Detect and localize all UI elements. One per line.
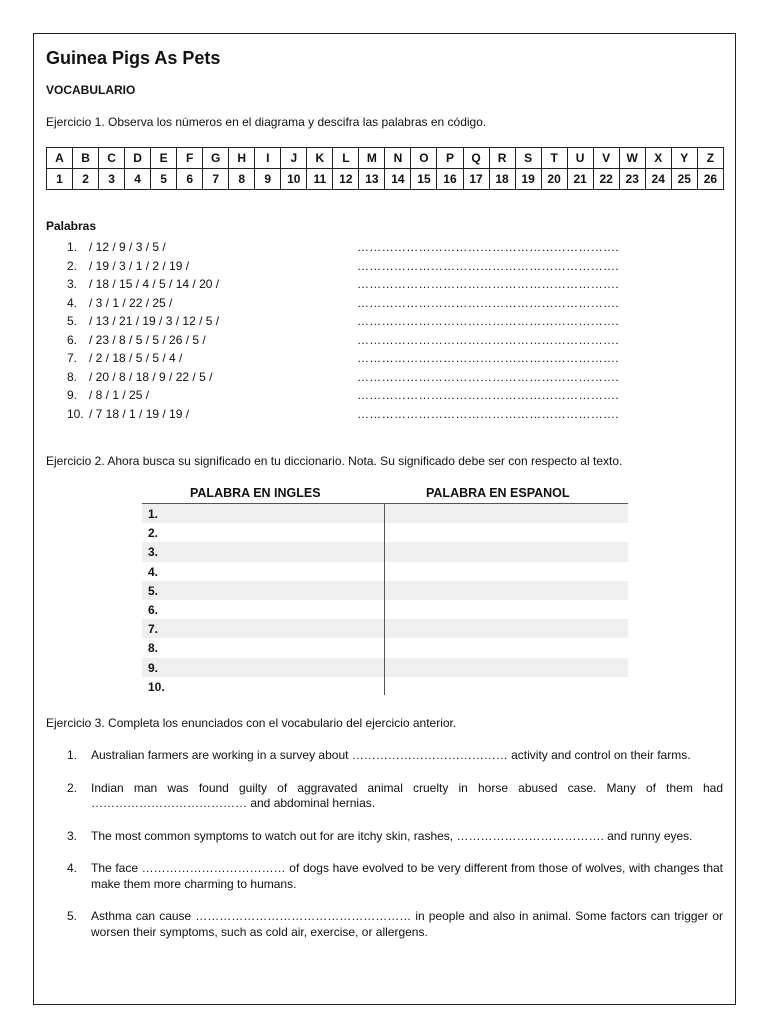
- row-number: 4.: [148, 564, 159, 579]
- item-number: 7.: [67, 351, 78, 365]
- cipher-letter-cell: W: [619, 148, 645, 169]
- row-number: 7.: [148, 622, 159, 637]
- section-heading: VOCABULARIO: [46, 83, 136, 97]
- cipher-letter-cell: H: [229, 148, 255, 169]
- coded-word: / 3 / 1 / 22 / 25 /: [89, 295, 173, 310]
- cipher-number-cell: 24: [645, 169, 671, 190]
- cipher-letter-cell: U: [567, 148, 593, 169]
- cipher-number-cell: 1: [47, 169, 73, 190]
- answer-blank[interactable]: ……………………………………………………….: [357, 406, 619, 421]
- cipher-number-cell: 16: [437, 169, 463, 190]
- cipher-letter-cell: K: [307, 148, 333, 169]
- cipher-letter-cell: I: [255, 148, 281, 169]
- fill-in-sentences-list: [67, 748, 723, 957]
- coded-words-list: [67, 240, 707, 425]
- coded-word: / 23 / 8 / 5 / 5 / 26 / 5 /: [89, 332, 206, 347]
- fill-in-sentence: [67, 829, 723, 845]
- column-header-spanish: PALABRA EN ESPANOL: [426, 486, 570, 500]
- cipher-table: [46, 147, 724, 190]
- coded-word: / 20 / 8 / 18 / 9 / 22 / 5 /: [89, 369, 213, 384]
- cipher-letter-cell: C: [99, 148, 125, 169]
- coded-word-item: [67, 240, 707, 259]
- cipher-number-cell: 10: [281, 169, 307, 190]
- coded-word-item: [67, 370, 707, 389]
- sentence-number: 5.: [67, 909, 78, 923]
- item-number: 5.: [67, 314, 78, 328]
- cipher-letter-cell: R: [489, 148, 515, 169]
- fill-in-sentence: [67, 748, 723, 764]
- cipher-letter-cell: F: [177, 148, 203, 169]
- item-number: 6.: [67, 332, 78, 347]
- sentence-number: 3.: [67, 828, 78, 843]
- cipher-number-cell: 21: [567, 169, 593, 190]
- coded-word: / 8 / 1 / 25 /: [89, 388, 150, 402]
- cipher-number-cell: 11: [307, 169, 333, 190]
- cipher-letter-cell: V: [593, 148, 619, 169]
- translation-table: [142, 485, 628, 696]
- translation-row[interactable]: [142, 504, 628, 523]
- cipher-number-cell: 18: [489, 169, 515, 190]
- cipher-number-cell: 4: [125, 169, 151, 190]
- cipher-number-cell: 12: [333, 169, 359, 190]
- translation-row[interactable]: [142, 523, 628, 542]
- answer-blank[interactable]: ……………………………………………………….: [357, 258, 619, 273]
- item-number: 9.: [67, 388, 78, 402]
- cipher-letters-row: [47, 148, 724, 169]
- cipher-number-cell: 14: [385, 169, 411, 190]
- cipher-number-cell: 9: [255, 169, 281, 190]
- item-number: 8.: [67, 369, 78, 384]
- fill-in-sentence: [67, 861, 723, 892]
- cipher-letter-cell: P: [437, 148, 463, 169]
- words-heading: Palabras: [46, 219, 97, 233]
- coded-word-item: [67, 296, 707, 315]
- translation-row[interactable]: [142, 677, 628, 696]
- cipher-letter-cell: J: [281, 148, 307, 169]
- coded-word: / 2 / 18 / 5 / 5 / 4 /: [89, 351, 183, 365]
- sentence-text: The most common symptoms to watch out for are itchy skin, rashes, ………………………………. and runny eyes.: [91, 828, 693, 843]
- cipher-number-cell: 19: [515, 169, 541, 190]
- cipher-letter-cell: B: [73, 148, 99, 169]
- cipher-letter-cell: M: [359, 148, 385, 169]
- coded-word: / 12 / 9 / 3 / 5 /: [89, 240, 166, 254]
- coded-word-item: [67, 259, 707, 278]
- cipher-letter-cell: S: [515, 148, 541, 169]
- cipher-numbers-row: [47, 169, 724, 190]
- row-number: 2.: [148, 526, 159, 541]
- cipher-number-cell: 5: [151, 169, 177, 190]
- cipher-letter-cell: Z: [697, 148, 723, 169]
- row-number: 10.: [148, 679, 165, 694]
- worksheet-page: [33, 33, 736, 1005]
- answer-blank[interactable]: ……………………………………………………….: [357, 277, 619, 291]
- item-number: 3.: [67, 277, 78, 291]
- column-divider: [384, 503, 385, 695]
- cipher-number-cell: 25: [671, 169, 697, 190]
- cipher-letter-cell: G: [203, 148, 229, 169]
- cipher-letter-cell: D: [125, 148, 151, 169]
- coded-word: / 13 / 21 / 19 / 3 / 12 / 5 /: [89, 314, 220, 328]
- translation-row[interactable]: [142, 600, 628, 619]
- cipher-letter-cell: E: [151, 148, 177, 169]
- cipher-number-cell: 22: [593, 169, 619, 190]
- row-number: 5.: [148, 583, 159, 598]
- translation-row[interactable]: [142, 581, 628, 600]
- coded-word: / 19 / 3 / 1 / 2 / 19 /: [89, 258, 190, 273]
- coded-word-item: [67, 277, 707, 296]
- coded-word-item: [67, 407, 707, 426]
- cipher-number-cell: 15: [411, 169, 437, 190]
- cipher-number-cell: 20: [541, 169, 567, 190]
- cipher-number-cell: 2: [73, 169, 99, 190]
- cipher-letter-cell: T: [541, 148, 567, 169]
- cipher-letter-cell: Q: [463, 148, 489, 169]
- cipher-letter-cell: L: [333, 148, 359, 169]
- row-number: 8.: [148, 641, 159, 656]
- coded-word-item: [67, 314, 707, 333]
- cipher-letter-cell: O: [411, 148, 437, 169]
- translation-row[interactable]: [142, 658, 628, 677]
- sentence-text: Indian man was found guilty of aggravated animal cruelty in horse abused case. Many of them had ………………………………… and abdominal hernias.: [91, 780, 723, 810]
- answer-blank[interactable]: ……………………………………………………….: [357, 369, 619, 384]
- item-number: 4.: [67, 295, 78, 310]
- exercise-1-instructions: Ejercicio 1. Observa los números en el diagrama y descifra las palabras en código.: [46, 115, 487, 129]
- fill-in-sentence: [67, 909, 723, 940]
- cipher-number-cell: 3: [99, 169, 125, 190]
- exercise-2-instructions: Ejercicio 2. Ahora busca su significado en tu diccionario. Nota. Su significado debe ser con respecto al texto.: [46, 454, 623, 468]
- row-number: 1.: [148, 507, 159, 521]
- translation-row[interactable]: [142, 619, 628, 638]
- page-title: Guinea Pigs As Pets: [46, 48, 221, 68]
- cipher-number-cell: 13: [359, 169, 385, 190]
- sentence-text: The face ……………………………… of dogs have evolved to be very different from those of wolves, with changes that make them more charming to humans.: [91, 861, 723, 891]
- translation-row[interactable]: [142, 638, 628, 657]
- sentence-number: 4.: [67, 861, 78, 875]
- coded-word-item: [67, 351, 707, 370]
- cipher-number-cell: 8: [229, 169, 255, 190]
- cipher-number-cell: 7: [203, 169, 229, 190]
- cipher-number-cell: 17: [463, 169, 489, 190]
- coded-word-item: [67, 333, 707, 352]
- translation-table-header: [142, 485, 628, 504]
- sentence-text: Asthma can cause ……………………………………………… in people and also in animal. Some factors can trigger or worsen their symptoms, such as cold air, exercise, or allergens.: [91, 909, 723, 939]
- fill-in-sentence: [67, 781, 723, 812]
- translation-row[interactable]: [142, 562, 628, 581]
- exercise-3-instructions: Ejercicio 3. Completa los enunciados con el vocabulario del ejercicio anterior.: [46, 716, 457, 730]
- answer-blank[interactable]: ……………………………………………………….: [357, 332, 619, 347]
- coded-word: / 18 / 15 / 4 / 5 / 14 / 20 /: [89, 277, 220, 291]
- coded-word-item: [67, 388, 707, 407]
- row-number: 6.: [148, 602, 159, 617]
- sentence-text: Australian farmers are working in a survey about ………………………………… activity and control on their farms.: [91, 748, 691, 762]
- cipher-number-cell: 6: [177, 169, 203, 190]
- cipher-letter-cell: Y: [671, 148, 697, 169]
- answer-blank[interactable]: ……………………………………………………….: [357, 351, 619, 365]
- translation-row[interactable]: [142, 542, 628, 561]
- answer-blank[interactable]: ……………………………………………………….: [357, 314, 619, 328]
- cipher-letter-cell: A: [47, 148, 73, 169]
- item-number: 1.: [67, 240, 78, 254]
- item-number: 2.: [67, 258, 78, 273]
- cipher-letter-cell: X: [645, 148, 671, 169]
- cipher-number-cell: 23: [619, 169, 645, 190]
- answer-blank[interactable]: ……………………………………………………….: [357, 388, 619, 402]
- sentence-number: 1.: [67, 748, 78, 762]
- cipher-number-cell: 26: [697, 169, 723, 190]
- cipher-letter-cell: N: [385, 148, 411, 169]
- coded-word: / 7 18 / 1 / 19 / 19 /: [89, 406, 190, 421]
- answer-blank[interactable]: ……………………………………………………….: [357, 240, 619, 254]
- row-number: 3.: [148, 545, 159, 560]
- answer-blank[interactable]: ……………………………………………………….: [357, 295, 619, 310]
- column-header-english: PALABRA EN INGLES: [190, 486, 321, 500]
- row-number: 9.: [148, 660, 159, 675]
- item-number: 10.: [67, 406, 84, 421]
- sentence-number: 2.: [67, 780, 78, 795]
